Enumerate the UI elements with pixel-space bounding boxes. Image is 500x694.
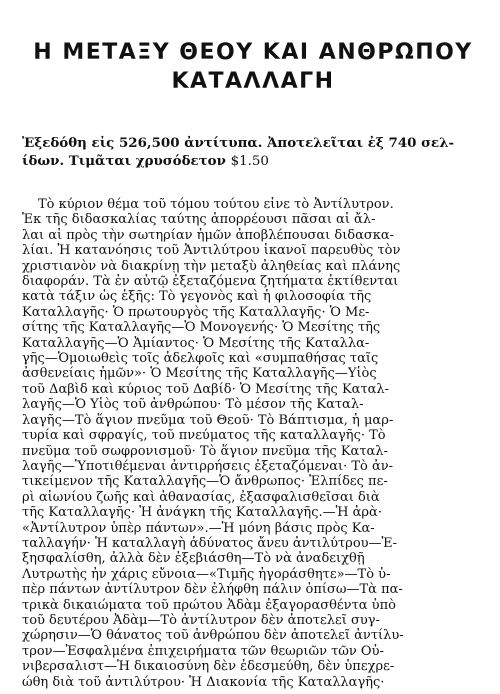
body-line: λίαι. Ἡ κατανόησις τοῦ Ἀντιλύτρου ἱκανοῖ παρευθὺς τὸν bbox=[22, 243, 401, 259]
body-line: ώθη διὰ τοῦ ἀντιλύτρου· Ἡ Διακονία τῆς Καταλλαγῆς· bbox=[22, 674, 385, 690]
body-line: τικείμενον τῆς Καταλλαγῆς—Ὁ ἄνθρωπος· Ἐλπίδες πε- bbox=[22, 474, 388, 490]
body-line: τοῦ Δαβὶδ καὶ κύριος τοῦ Δαβίδ· Ὁ Μεσίτης τῆς Καταλ- bbox=[22, 381, 390, 397]
title-line-2: ΚΑΤΑΛΛΑΓΗ bbox=[171, 69, 335, 94]
body-line: τρικὰ δικαιώματα τοῦ πρώτου Ἀδὰμ ἐξαγορασθέντα ὑπὸ bbox=[22, 597, 396, 613]
body-line: πὲρ πάντων ἀντίλυτρον δὲν ἐλήφθη πάλιν ὀπίσω—Τὰ πα- bbox=[22, 582, 403, 598]
body-line: τρον—Ἐσφαλμένα ἐπιχειρήματα τῶν θεωριῶν τῶν Οὐ- bbox=[22, 643, 384, 659]
body-line: λαι αἱ πρὸς τὴν σωτηρίαν ἡμῶν ἀποβλέπουσαι διδασκα- bbox=[22, 227, 395, 243]
body-line: χριστιανὸν νὰ διακρίνῃ τὴν μεταξὺ ἀληθείας καὶ πλάνης bbox=[22, 258, 401, 274]
body-line: πνεῦμα τοῦ σωφρονισμοῦ· Τὸ ἅγιον πνεῦμα τῆς Καταλ- bbox=[22, 443, 388, 459]
body-line: τῆς Καταλλαγῆς· Ἡ ἀνάγκη τῆς Καταλλαγῆς.—Ἡ ἀρὰ· bbox=[22, 505, 382, 521]
body-line: λαγῆς—Τὸ ἅγιον πνεῦμα τοῦ Θεοῦ· Τὸ Βάπτισμα, ἡ μαρ- bbox=[22, 412, 394, 428]
body-line: Τὸ κύριον θέμα τοῦ τόμου τούτου εἶνε τὸ Ἀντίλυτρον. bbox=[38, 197, 394, 212]
body-line: Λυτρωτὴς ἦν χάρις εὔνοια—«Τιμῆς ἠγοράσθητε»—Τὸ ὑ- bbox=[22, 566, 391, 582]
body-paragraph bbox=[22, 197, 484, 690]
page-title bbox=[22, 38, 484, 96]
edition-line-1: Ἐξεδόθη εἰς 526,500 ἀντίτυπα. Ἀποτελεῖται ἐξ 740 σελ- bbox=[22, 135, 455, 151]
body-line: κατὰ τάξιν ὡς ἑξῆς: Τὸ γεγονὸς καὶ ἡ φιλοσοφία τῆς bbox=[22, 289, 372, 305]
body-line: Καταλλαγῆς—Ὁ Ἀμίαντος· Ὁ Μεσίτης τῆς Καταλλα- bbox=[22, 335, 370, 351]
price-label: $1.50 bbox=[230, 154, 269, 169]
body-line: τοῦ δευτέρου Ἀδὰμ—Τὸ ἀντίλυτρον δὲν ἀποτελεῖ συγ- bbox=[22, 612, 380, 628]
body-line: τυρία καὶ σφραγίς, τοῦ πνεύματος τῆς καταλλαγῆς· Τὸ bbox=[22, 428, 386, 444]
body-line: ξησφαλίσθη, ἀλλὰ δὲν ἐξεβιάσθη—Τὸ νὰ ἀναδειχθῇ bbox=[22, 551, 365, 567]
body-line: λαγῆς—Ὑποτιθέμεναι ἀντιρρήσεις ἐξεταζόμεναι· Τὸ ἀν- bbox=[22, 458, 394, 474]
body-line: χώρησιν—Ὁ θάνατος τοῦ ἀνθρώπου δὲν ἀποτελεῖ ἀντίλυ- bbox=[22, 628, 404, 644]
edition-info bbox=[22, 134, 484, 171]
edition-line-2-text: ίδων. Τιμᾶται χρυσόδετον bbox=[22, 153, 231, 169]
body-line: γῆς—Ὁμοιωθεὶς τοῖς ἀδελφοῖς καὶ «συμπαθήσας ταῖς bbox=[22, 351, 379, 367]
edition-line-2 bbox=[22, 152, 484, 171]
body-line: νιβερσαλιστ—Ἡ δικαιοσύνη δὲν ἐδεσμεύθη, δὲν ὑπεχρε- bbox=[22, 659, 395, 675]
body-line: ἀσθενείαις ἡμῶν»· Ὁ Μεσίτης τῆς Καταλλαγῆς—Υἱὸς bbox=[22, 366, 377, 382]
body-line: «Ἀντίλυτρον ὑπὲρ πάντων».—Ἡ μόνη βάσις πρὸς Κα- bbox=[22, 520, 375, 536]
body-line: ταλλαγήν· Ἡ καταλλαγὴ ἀδύνατος ἄνευ ἀντιλύτρου—Ἐ- bbox=[22, 535, 398, 551]
body-line: διαφοράν. Τὰ ἐν αὐτῷ ἐξεταζόμενα ζητήματα ἐκτίθενται bbox=[22, 274, 399, 290]
body-line: ρὶ αἰωνίου ζωῆς καὶ ἀθανασίας, ἐξασφαλισθεῖσαι διὰ bbox=[22, 489, 380, 505]
body-line: Καταλλαγῆς· Ὁ πρωτουργὸς τῆς Καταλλαγῆς· Ὁ Με- bbox=[22, 304, 370, 320]
body-line: Ἐκ τῆς διδασκαλίας ταύτης ἀπορρέουσι πᾶσαι αἱ ἄλ- bbox=[22, 212, 376, 228]
title-line-1: Η ΜΕΤΑΞΥ ΘΕΟΥ ΚΑΙ ΑΝΘΡΩΠΟΥ bbox=[33, 40, 473, 65]
body-line: σίτης τῆς Καταλλαγῆς—Ὁ Μονογενής· Ὁ Μεσίτης τῆς bbox=[22, 320, 381, 336]
body-line: λαγῆς—Ὁ Υἱὸς τοῦ ἀνθρώπου· Τὸ μέσον τῆς Καταλ- bbox=[22, 397, 364, 413]
